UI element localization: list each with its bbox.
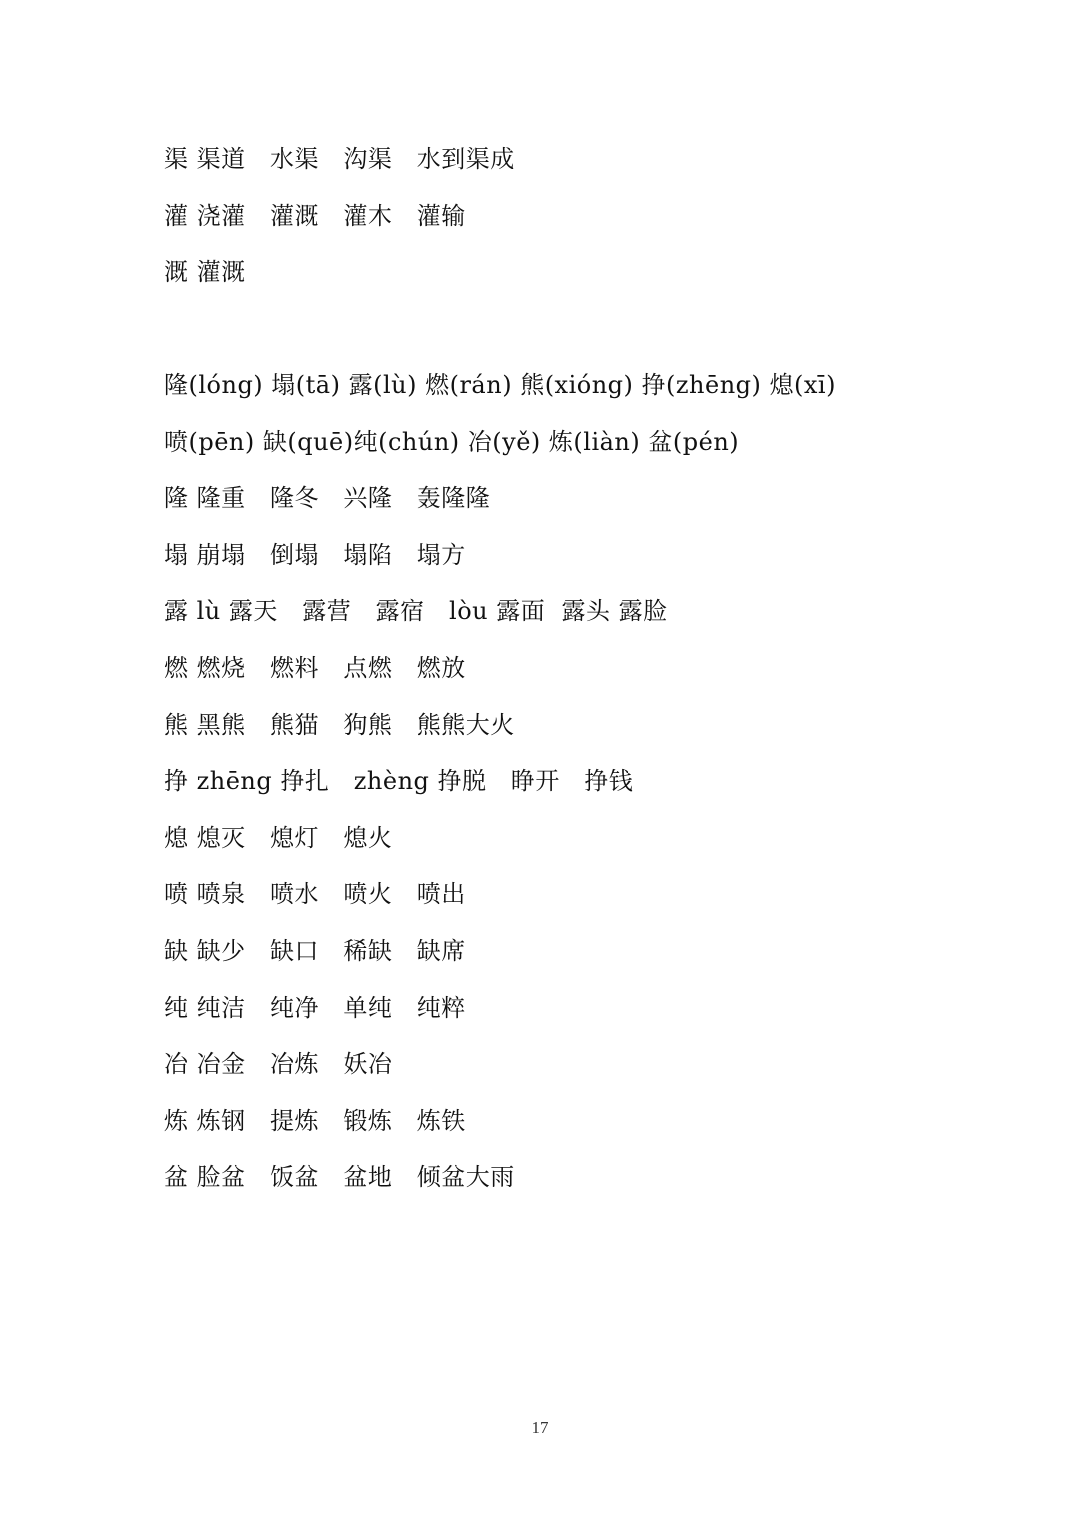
vocab-section-1 [164, 136, 515, 306]
vocab-line-ye: 冶 冶金 冶炼 妖冶 [164, 1050, 393, 1079]
vocab-line-ta: 塌 崩塌 倒塌 塌陷 塌方 [164, 540, 466, 569]
vocab-line-gai: 溉 灌溉 [164, 258, 246, 287]
pinyin-line-1: 隆(lóng) 塌(tā) 露(lù) 燃(rán) 熊(xióng) 挣(zhēng) 熄(xī) [164, 371, 836, 399]
pinyin-line-2: 喷(pēn) 缺(quē)纯(chún) 冶(yě) 炼(liàn) 盆(pén) [164, 427, 740, 456]
vocab-line-zheng: 挣 zhēng 挣扎 zhèng 挣脱 睁开 挣钱 [164, 767, 634, 796]
vocab-line-que: 缺 缺少 缺口 稀缺 缺席 [164, 936, 466, 965]
vocab-line-guan: 灌 浇灌 灌溉 灌木 灌输 [164, 201, 466, 230]
vocab-line-xiong: 熊 黑熊 熊猫 狗熊 熊熊大火 [164, 710, 515, 739]
vocab-line-lu: 露 lù 露天 露营 露宿 lòu 露面 露头 露脸 [164, 597, 668, 626]
vocab-line-xi: 熄 熄灭 熄灯 熄火 [164, 823, 393, 852]
vocab-line-pen-basin: 盆 脸盆 饭盆 盆地 倾盆大雨 [164, 1163, 515, 1192]
vocab-line-chun: 纯 纯洁 纯净 单纯 纯粹 [164, 993, 466, 1022]
vocab-section-2 [164, 362, 836, 1211]
vocab-line-qu: 渠 渠道 水渠 沟渠 水到渠成 [164, 145, 515, 173]
page-number: 17 [531, 1418, 549, 1437]
vocab-line-pen-spray: 喷 喷泉 喷水 喷火 喷出 [164, 880, 466, 909]
vocab-line-ran: 燃 燃烧 燃料 点燃 燃放 [164, 653, 466, 682]
vocab-line-lian: 炼 炼钢 提炼 锻炼 炼铁 [164, 1106, 466, 1135]
vocab-line-long: 隆 隆重 隆冬 兴隆 轰隆隆 [164, 484, 491, 513]
